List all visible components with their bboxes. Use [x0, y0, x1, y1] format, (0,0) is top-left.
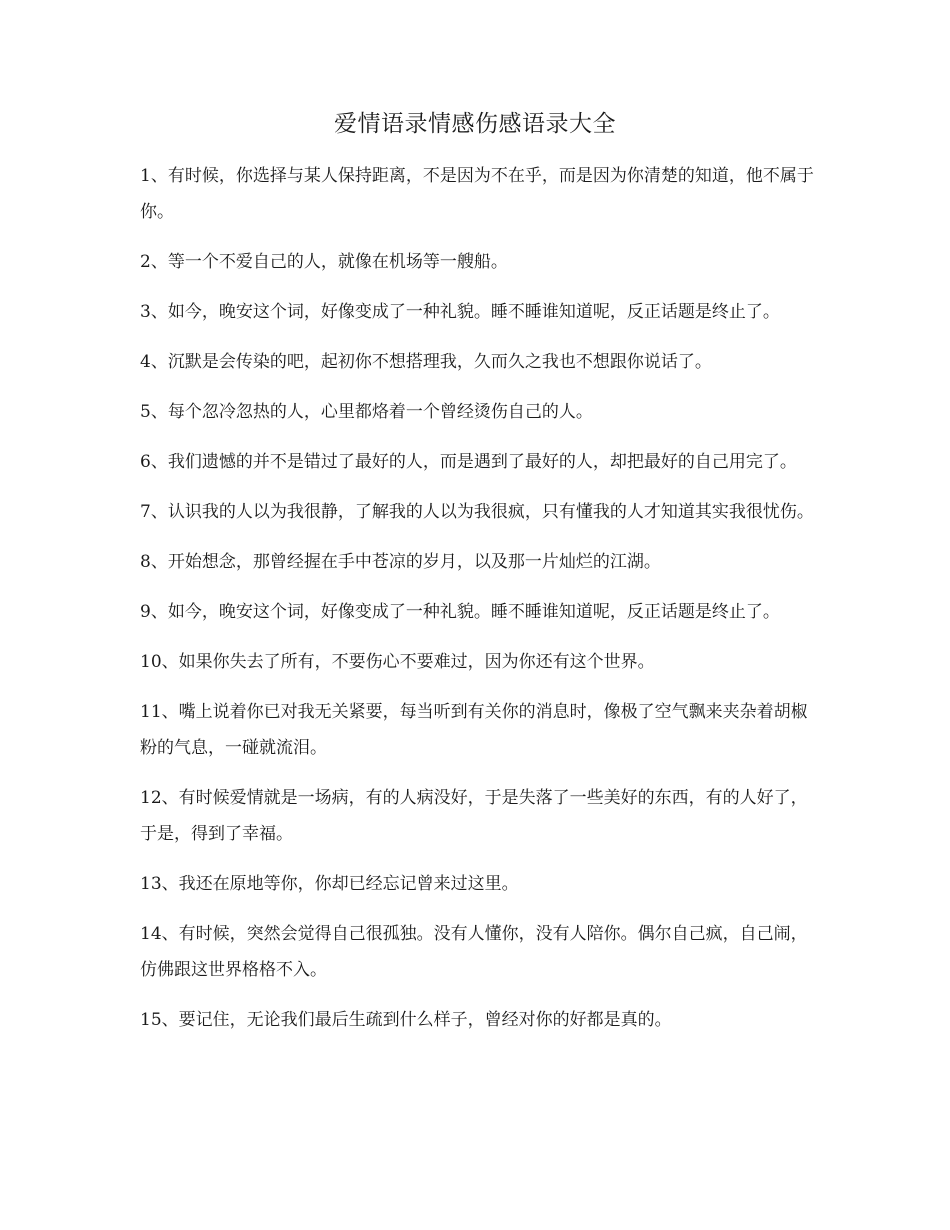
- quote-item-15: 15、要记住，无论我们最后生疏到什么样子，曾经对你的好都是真的。: [140, 1010, 672, 1030]
- quote-item-6: 6、我们遗憾的并不是错过了最好的人，而是遇到了最好的人，却把最好的自己用完了。: [140, 452, 797, 472]
- quote-list: [140, 158, 820, 1052]
- quote-item-13: 13、我还在原地等你，你却已经忘记曾来过这里。: [140, 874, 519, 894]
- quote-item-9: 9、如今，晚安这个词，好像变成了一种礼貌。睡不睡谁知道呢，反正话题是终止了。: [140, 602, 780, 622]
- quote-item-11: 11、嘴上说着你已对我无关紧要，每当听到有关你的消息时，像极了空气飘来夹杂着胡椒粉的气息，一碰就流泪。: [140, 702, 808, 758]
- quote-item-4: 4、沉默是会传染的吧，起初你不想搭理我，久而久之我也不想跟你说话了。: [140, 352, 712, 372]
- page-title: 爱情语录情感伤感语录大全: [334, 111, 616, 137]
- quote-item-5: 5、每个忽冷忽热的人，心里都烙着一个曾经烫伤自己的人。: [140, 402, 593, 422]
- quote-item-10: 10、如果你失去了所有，不要伤心不要难过，因为你还有这个世界。: [140, 652, 655, 672]
- quote-item-2: 2、等一个不爱自己的人，就像在机场等一艘船。: [140, 252, 508, 272]
- quote-item-12: 12、有时候爱情就是一场病，有的人病没好，于是失落了一些美好的东西，有的人好了，于是，得到了幸福。: [140, 788, 808, 844]
- quote-item-14: 14、有时候，突然会觉得自己很孤独。没有人懂你，没有人陪你。偶尔自己疯，自己闹，仿佛跟这世界格格不入。: [140, 924, 808, 980]
- quote-item-3: 3、如今，晚安这个词，好像变成了一种礼貌。睡不睡谁知道呢，反正话题是终止了。: [140, 302, 780, 322]
- quote-item-7: 7、认识我的人以为我很静，了解我的人以为我很疯，只有懂我的人才知道其实我很忧伤。: [140, 502, 814, 522]
- quote-item-1: 1、有时候，你选择与某人保持距离，不是因为不在乎，而是因为你清楚的知道，他不属于你。: [140, 166, 814, 222]
- quote-item-8: 8、开始想念，那曾经握在手中苍凉的岁月，以及那一片灿烂的江湖。: [140, 552, 661, 572]
